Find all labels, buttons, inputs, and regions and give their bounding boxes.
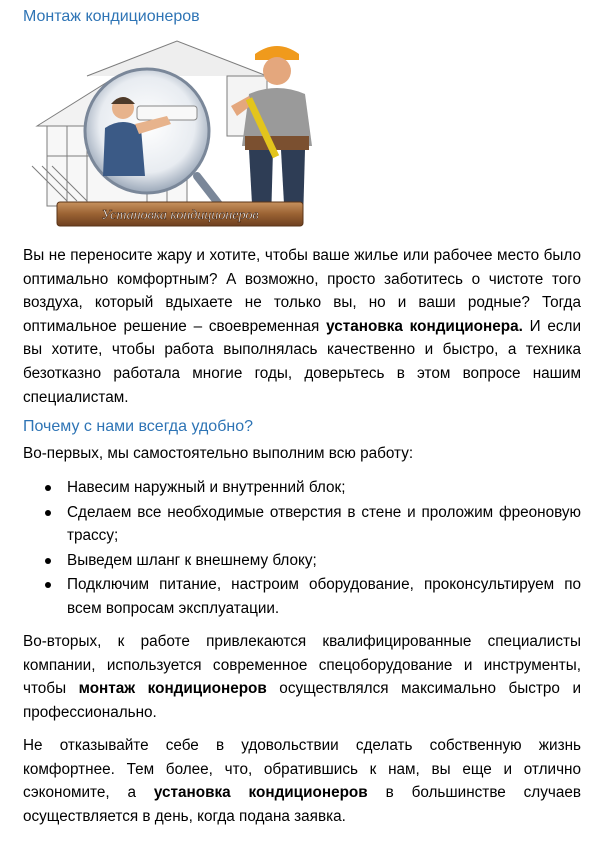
intro-paragraph: Вы не переносите жару и хотите, чтобы ваше жилье или рабочее место было оптимально комфортным? А возможно, просто заботитесь о чистоте того воздуха, который вдыхаете не только вы, но и ваши родные? Тогда оптимальное решение – своевременная установка кондиционера. И если вы хотите, чтобы работа выполнялась качественно и быстро, а техника безотказно работала многие годы, доверьтесь в этом вопросе нашим специалистам. xyxy=(23,247,582,406)
bullet-icon xyxy=(45,485,51,491)
bullet-icon xyxy=(45,582,51,588)
hero-illustration xyxy=(27,36,333,230)
closing-paragraph: Не отказывайте себе в удовольствии сделать собственную жизнь комфортнее. Тем более, что, обратившись к нам, вы еще и отлично сэкономите, а установка кондиционеров в большинстве случаев осуществляется в день, когда подана заявка. xyxy=(23,737,581,825)
keyword-bold: установка кондиционера. xyxy=(326,317,523,335)
keyword-bold: монтаж кондиционеров xyxy=(78,680,267,698)
list-item: Подключим питание, настроим оборудование, проконсультируем по всем вопросам эксплуатации. xyxy=(23,573,581,620)
list-intro: Во-первых, мы самостоятельно выполним всю работу: xyxy=(23,445,414,462)
second-paragraph: Во-вторых, к работе привлекаются квалифицированные специалисты компании, используется современное спецоборудование и инструменты, чтобы монтаж кондиционеров осуществлялся максимально быстро и профессионально. xyxy=(23,633,581,721)
bullet-icon xyxy=(45,510,51,516)
subheading: Почему с нами всегда удобно? xyxy=(23,418,253,435)
services-list xyxy=(23,476,581,622)
list-item: Выведем шланг к внешнему блоку; xyxy=(23,549,581,573)
page-title: Монтаж кондиционеров xyxy=(23,8,200,25)
bullet-icon xyxy=(45,558,51,564)
list-item: Навесим наружный и внутренний блок; xyxy=(23,476,581,500)
list-item: Сделаем все необходимые отверстия в стене и проложим фреоновую трассу; xyxy=(23,501,581,548)
keyword-bold: установка кондиционеров xyxy=(153,784,368,802)
banner-text: Установка кондиционеров xyxy=(101,208,259,223)
